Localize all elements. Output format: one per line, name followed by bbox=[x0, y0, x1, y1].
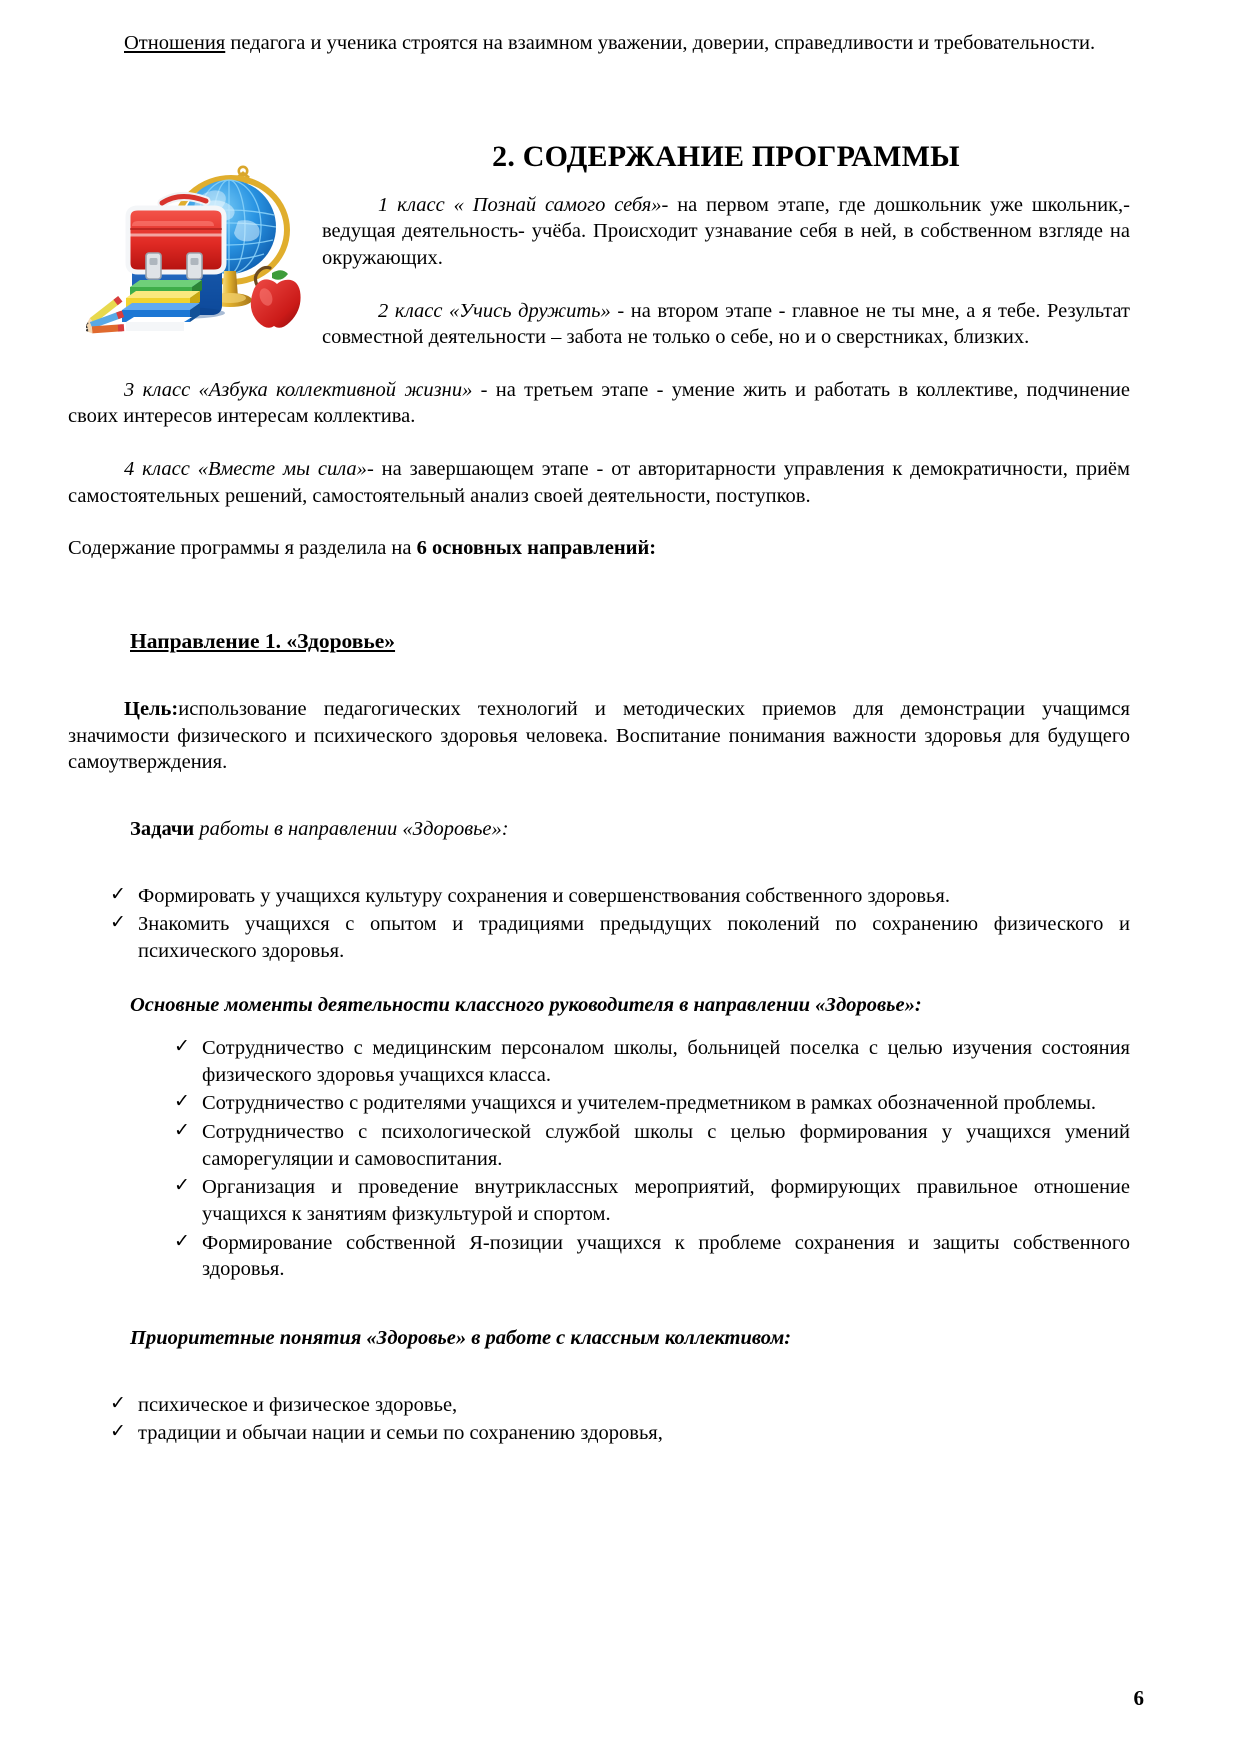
priority-concepts-list bbox=[104, 1392, 1130, 1447]
key-moments-heading: Основные моменты деятельности классного руководителя в направлении «Здоровье»: bbox=[130, 994, 922, 1017]
list-item bbox=[168, 1119, 1130, 1172]
list-item bbox=[104, 883, 1130, 910]
check-mark-icon: ✓ bbox=[174, 1120, 190, 1142]
class-2-lead: 2 класс «Учись дружить» bbox=[378, 299, 611, 322]
direction-1-heading: Направление 1. «Здоровье» bbox=[130, 629, 396, 654]
class-4-body: - на завершающем этапе - от авторитарности управления к демократичности, приём самостоятельных решений, самостоятельный анализ своей деятельности, поступков. bbox=[68, 458, 1131, 507]
list-item-text: Формирование собственной Я-позиции учащихся к проблеме сохранения и защиты собственного здоровья. bbox=[202, 1231, 1130, 1281]
spacer bbox=[68, 111, 1130, 137]
key-moments-list bbox=[168, 1035, 1130, 1283]
list-item-text: традиции и обычаи нации и семьи по сохранению здоровья, bbox=[138, 1422, 663, 1445]
page-number: 6 bbox=[1133, 1685, 1144, 1710]
intro-rest-text: педагога и ученика строятся на взаимном уважении, доверии, справедливости и требовательности. bbox=[225, 32, 1096, 54]
list-item bbox=[168, 1230, 1130, 1283]
direction-heading-row bbox=[68, 628, 1130, 656]
intro-underlined-lead: Отношения bbox=[124, 32, 226, 54]
school-supplies-illustration bbox=[86, 137, 304, 342]
spacer bbox=[68, 509, 1130, 535]
check-mark-icon: ✓ bbox=[110, 883, 126, 905]
class-4-paragraph bbox=[68, 456, 1130, 509]
goal-label: Цель: bbox=[124, 697, 179, 720]
directions-intro-bold: 6 основных направлений: bbox=[416, 537, 657, 560]
spacer bbox=[68, 1352, 1130, 1392]
list-item bbox=[104, 911, 1130, 964]
list-item-text: Знакомить учащихся с опытом и традициями предыдущих поколений по сохранению физического и психического здоровья. bbox=[138, 913, 1130, 962]
tasks-heading bbox=[130, 816, 1130, 843]
spacer bbox=[68, 966, 1130, 992]
list-item-text: Формировать у учащихся культуру сохранения и совершенствования собственного здоровья. bbox=[138, 884, 950, 907]
intro-paragraph bbox=[68, 30, 1130, 57]
pencils-icon bbox=[86, 296, 124, 334]
class-3-body: - на третьем этапе - умение жить и работать в коллективе, подчинение своих интересов интересам коллектива. bbox=[68, 378, 1130, 428]
spacer bbox=[68, 656, 1130, 696]
list-item-text: Сотрудничество с психологической службой школы с целью формирования у учащихся умений саморегуляции и самовоспитания. bbox=[202, 1121, 1130, 1170]
directions-intro-paragraph bbox=[68, 535, 1130, 562]
check-mark-icon: ✓ bbox=[174, 1175, 190, 1197]
books-icon bbox=[122, 280, 202, 331]
list-item-text: психическое и физическое здоровье, bbox=[138, 1393, 458, 1416]
spacer bbox=[68, 1285, 1130, 1325]
tasks-subtitle: работы в направлении «Здоровье»: bbox=[194, 817, 509, 840]
class-1-body: - на первом этапе, где дошкольник уже школьник,- ведущая деятельность- учёба. Происходит узнавание себя в ней, в собственном взгляде на окружающих. bbox=[322, 193, 1130, 269]
class-4-lead: 4 класс «Вместе мы сила» bbox=[124, 458, 367, 481]
check-mark-icon: ✓ bbox=[174, 1230, 190, 1252]
tasks-list bbox=[104, 883, 1130, 965]
goal-paragraph bbox=[68, 696, 1130, 776]
briefcase-icon bbox=[128, 196, 224, 279]
list-item-text: Сотрудничество с родителями учащихся и учителем-предметником в рамках обозначенной проблемы. bbox=[202, 1092, 1097, 1115]
check-mark-icon: ✓ bbox=[110, 1421, 126, 1443]
list-item-text: Организация и проведение внутриклассных мероприятий, формирующих правильное отношение учащихся к занятиям физкультурой и спортом. bbox=[202, 1176, 1130, 1225]
goal-text: использование педагогических технологий и методических приемов для демонстрации учащимся значимости физического и психического здоровья человека. Воспитание понимания важности здоровья для будущего самоутверждения. bbox=[68, 697, 1130, 774]
list-item bbox=[168, 1174, 1130, 1227]
spacer bbox=[68, 776, 1130, 816]
class-1-lead: 1 класс « Познай самого себя» bbox=[378, 193, 662, 216]
list-item bbox=[168, 1090, 1130, 1117]
spacer bbox=[68, 1019, 1130, 1035]
spacer bbox=[68, 57, 1130, 111]
class-3-paragraph bbox=[68, 377, 1130, 430]
page-title: 2. СОДЕРЖАНИЕ ПРОГРАММЫ bbox=[492, 139, 960, 173]
directions-intro-plain: Содержание программы я разделила на bbox=[68, 537, 417, 560]
check-mark-icon: ✓ bbox=[174, 1091, 190, 1113]
check-mark-icon: ✓ bbox=[174, 1036, 190, 1058]
list-item bbox=[104, 1392, 1130, 1419]
list-item-text: Сотрудничество с медицинским персоналом школы, больницей поселка с целью изучения состояния физического здоровья учащихся класса. bbox=[202, 1037, 1130, 1086]
list-item bbox=[104, 1420, 1130, 1447]
priority-concepts-heading: Приоритетные понятия «Здоровье» в работе с классным коллективом: bbox=[130, 1326, 792, 1349]
class-3-lead: 3 класс «Азбука коллективной жизни» bbox=[124, 378, 473, 401]
class-2-body: - на втором этапе - главное не ты мне, а я тебе. Результат совместной деятельности – забота не только о себе, но и о сверстниках, близких. bbox=[322, 299, 1131, 349]
tasks-label: Задачи bbox=[130, 817, 195, 840]
spacer bbox=[68, 602, 1130, 628]
spacer bbox=[68, 351, 1130, 377]
check-mark-icon: ✓ bbox=[110, 912, 126, 934]
spacer bbox=[68, 843, 1130, 883]
check-mark-icon: ✓ bbox=[110, 1392, 126, 1414]
spacer bbox=[68, 562, 1130, 602]
illustration-text-block bbox=[68, 137, 1130, 351]
spacer bbox=[68, 430, 1130, 456]
list-item bbox=[168, 1035, 1130, 1088]
